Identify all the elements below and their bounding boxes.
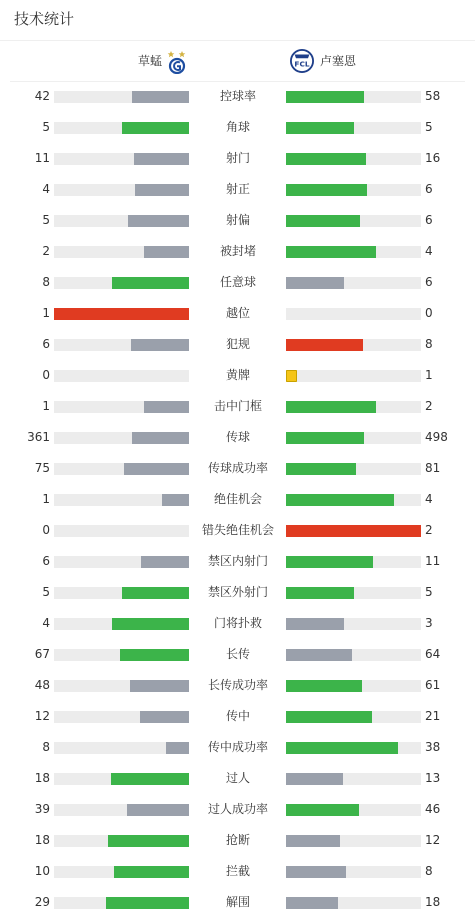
away-stat-bar-fill: [286, 122, 354, 134]
home-team-name: 草蜢: [138, 54, 163, 68]
away-stat-bar-fill: [286, 463, 356, 475]
away-stat-value: 81: [425, 461, 441, 475]
stat-row: [0, 422, 475, 453]
away-stat-value: 8: [425, 337, 433, 351]
stat-row: [0, 391, 475, 422]
home-stat-value: 10: [34, 864, 50, 878]
away-stat-bar-fill: [286, 680, 362, 692]
stat-label: 错失绝佳机会: [201, 523, 274, 537]
stat-label: 绝佳机会: [213, 492, 262, 506]
home-stat-value: 42: [34, 89, 50, 103]
home-stat-bar: [54, 773, 189, 785]
stat-row: [0, 174, 475, 205]
away-stat-value: 2: [425, 399, 433, 413]
away-stat-bar: [286, 556, 421, 568]
away-stat-value: 498: [425, 430, 448, 444]
away-stat-bar: [286, 401, 421, 413]
home-stat-bar-fill: [128, 215, 189, 227]
away-stat-bar-fill: [286, 153, 366, 165]
home-stat-bar: [54, 835, 189, 847]
home-stat-value: 12: [34, 709, 50, 723]
away-stat-value: 64: [425, 647, 441, 661]
away-stat-value: 5: [425, 120, 433, 134]
away-stat-value: 21: [425, 709, 441, 723]
away-stat-value: 18: [425, 895, 441, 909]
home-stat-bar-fill: [131, 339, 189, 351]
home-stat-bar-fill: [54, 308, 189, 320]
home-stat-bar-fill: [132, 432, 189, 444]
away-stat-bar: [286, 246, 421, 258]
home-stat-bar: [54, 680, 189, 692]
home-team-logo-icon: [165, 48, 189, 74]
home-stat-bar-fill: [140, 711, 189, 723]
home-stat-bar-fill: [134, 153, 189, 165]
away-stat-bar: [286, 370, 421, 382]
away-stat-value: 0: [425, 306, 433, 320]
away-stat-bar-fill: [286, 835, 340, 847]
stat-row: [0, 112, 475, 143]
away-team-logo-icon: [290, 48, 314, 74]
stat-label: 射偏: [225, 213, 250, 227]
away-stat-bar: [286, 742, 421, 754]
away-stat-value: 1: [425, 368, 433, 382]
home-stat-value: 0: [42, 368, 50, 382]
stat-row: [0, 825, 475, 856]
away-stat-bar-fill: [286, 91, 364, 103]
home-stat-bar-fill: [106, 897, 189, 909]
stat-label: 传球: [225, 430, 250, 444]
stat-row: [0, 267, 475, 298]
home-stat-value: 11: [34, 151, 50, 165]
home-stat-bar: [54, 277, 189, 289]
stat-row: [0, 763, 475, 794]
home-stat-bar: [54, 556, 189, 568]
stat-row: [0, 81, 475, 112]
home-stat-bar-fill: [108, 835, 189, 847]
away-stat-bar-fill: [286, 525, 421, 537]
stat-row: [0, 577, 475, 608]
stat-label: 禁区外射门: [207, 585, 268, 599]
home-stat-bar-fill: [120, 649, 189, 661]
home-stat-value: 29: [34, 895, 50, 909]
away-stat-bar-fill: [286, 401, 376, 413]
away-stat-value: 38: [425, 740, 441, 754]
away-stat-value: 46: [425, 802, 441, 816]
stat-label: 越位: [225, 306, 250, 320]
away-stat-value: 6: [425, 182, 433, 196]
stat-row: [0, 856, 475, 887]
home-stat-bar: [54, 184, 189, 196]
home-stat-bar: [54, 494, 189, 506]
away-stat-bar-fill: [286, 432, 364, 444]
away-stat-bar: [286, 587, 421, 599]
stat-row: [0, 453, 475, 484]
away-stat-value: 5: [425, 585, 433, 599]
away-stat-bar: [286, 91, 421, 103]
stat-row: [0, 732, 475, 763]
stat-label: 控球率: [219, 89, 256, 103]
home-stat-value: 5: [42, 585, 50, 599]
stat-label: 门将扑救: [213, 616, 262, 630]
home-stat-value: 48: [34, 678, 50, 692]
stat-row: [0, 608, 475, 639]
stat-label: 传中: [225, 709, 250, 723]
stat-label: 过人成功率: [207, 802, 268, 816]
away-stat-bar: [286, 897, 421, 909]
home-stat-value: 5: [42, 213, 50, 227]
home-stat-bar-fill: [144, 246, 189, 258]
home-stat-bar: [54, 525, 189, 537]
home-stat-value: 39: [34, 802, 50, 816]
svg-text:FCL: FCL: [294, 59, 310, 69]
home-stat-bar-fill: [112, 618, 189, 630]
away-stat-bar: [286, 866, 421, 878]
away-stat-bar: [286, 835, 421, 847]
away-stat-value: 13: [425, 771, 441, 785]
stat-row: [0, 484, 475, 515]
home-stat-value: 67: [34, 647, 50, 661]
away-stat-bar: [286, 494, 421, 506]
home-stat-bar-fill: [122, 587, 190, 599]
away-stat-value: 58: [425, 89, 441, 103]
home-stat-value: 2: [42, 244, 50, 258]
home-stat-value: 361: [27, 430, 50, 444]
stat-label: 过人: [225, 771, 250, 785]
home-stat-bar-fill: [114, 866, 189, 878]
home-stat-value: 5: [42, 120, 50, 134]
home-stat-value: 8: [42, 740, 50, 754]
away-stat-bar: [286, 215, 421, 227]
home-stat-bar-fill: [111, 773, 189, 785]
home-stat-bar-fill: [141, 556, 189, 568]
home-stat-bar: [54, 370, 189, 382]
stat-row: [0, 143, 475, 174]
home-stat-bar: [54, 742, 189, 754]
away-stat-value: 61: [425, 678, 441, 692]
away-stat-bar: [286, 711, 421, 723]
stat-label: 黄牌: [225, 368, 250, 382]
home-stat-bar: [54, 711, 189, 723]
home-stat-bar: [54, 153, 189, 165]
page-title: 技术统计: [14, 10, 75, 28]
away-stat-bar-fill: [286, 804, 359, 816]
away-stat-bar-fill: [286, 773, 343, 785]
home-stat-bar-fill: [144, 401, 189, 413]
away-stat-bar: [286, 153, 421, 165]
home-stat-value: 75: [34, 461, 50, 475]
stat-label: 射门: [225, 151, 250, 165]
away-stat-bar: [286, 308, 421, 320]
away-stat-value: 16: [425, 151, 441, 165]
home-stat-value: 1: [42, 306, 50, 320]
home-stat-bar: [54, 91, 189, 103]
away-team-name: 卢塞恩: [320, 54, 357, 68]
stat-row: [0, 236, 475, 267]
away-stat-bar-fill: [286, 277, 344, 289]
home-stat-bar: [54, 432, 189, 444]
away-stat-value: 12: [425, 833, 441, 847]
stat-label: 拦截: [225, 864, 250, 878]
home-stat-value: 6: [42, 554, 50, 568]
stat-row: [0, 670, 475, 701]
away-stat-value: 8: [425, 864, 433, 878]
home-stat-bar: [54, 401, 189, 413]
home-stat-value: 4: [42, 182, 50, 196]
stat-label: 抢断: [225, 833, 250, 847]
home-stat-bar: [54, 463, 189, 475]
away-stat-value: 3: [425, 616, 433, 630]
stat-label: 长传成功率: [207, 678, 268, 692]
away-stat-bar-fill: [286, 556, 373, 568]
away-stat-value: 4: [425, 244, 433, 258]
stat-label: 犯规: [225, 337, 250, 351]
stat-label: 禁区内射门: [207, 554, 268, 568]
stat-label: 击中门框: [213, 399, 262, 413]
away-stat-bar: [286, 463, 421, 475]
away-stat-bar: [286, 525, 421, 537]
away-stat-value: 4: [425, 492, 433, 506]
home-stat-bar: [54, 866, 189, 878]
stat-label: 传中成功率: [207, 740, 268, 754]
home-stat-bar: [54, 804, 189, 816]
away-stat-bar: [286, 618, 421, 630]
stat-row: [0, 360, 475, 391]
home-stat-bar-fill: [127, 804, 189, 816]
home-stat-bar: [54, 649, 189, 661]
home-stat-value: 1: [42, 492, 50, 506]
away-stat-bar-fill: [286, 866, 346, 878]
stats-list: [0, 81, 475, 918]
home-stat-bar-fill: [135, 184, 189, 196]
stat-label: 角球: [225, 120, 250, 134]
away-stat-bar: [286, 277, 421, 289]
away-stat-bar-fill: [286, 711, 372, 723]
stat-label: 射正: [225, 182, 250, 196]
away-stat-bar-fill: [286, 339, 363, 351]
away-stat-bar-fill: [286, 649, 352, 661]
home-stat-bar: [54, 587, 189, 599]
stat-row: [0, 546, 475, 577]
away-stat-bar: [286, 122, 421, 134]
home-stat-value: 18: [34, 771, 50, 785]
stat-row: [0, 794, 475, 825]
stat-row: [0, 515, 475, 546]
stat-row: [0, 701, 475, 732]
home-stat-bar-fill: [162, 494, 189, 506]
stat-label: 传球成功率: [207, 461, 268, 475]
away-stat-bar-fill: [286, 742, 398, 754]
stat-row: [0, 298, 475, 329]
stat-row: [0, 639, 475, 670]
away-stat-value: 6: [425, 275, 433, 289]
away-stat-bar: [286, 339, 421, 351]
stat-row: [0, 887, 475, 918]
stat-label: 长传: [225, 647, 250, 661]
teams-header: [0, 41, 475, 81]
home-stat-bar: [54, 215, 189, 227]
home-stat-bar-fill: [122, 122, 190, 134]
home-stat-value: 6: [42, 337, 50, 351]
home-stat-bar: [54, 246, 189, 258]
stat-label: 任意球: [219, 275, 256, 289]
away-stat-bar-fill: [286, 215, 360, 227]
stat-row: [0, 329, 475, 360]
away-stat-bar: [286, 432, 421, 444]
away-stat-bar-fill: [286, 370, 297, 382]
away-stat-bar-fill: [286, 587, 354, 599]
home-stat-bar: [54, 897, 189, 909]
away-stat-value: 11: [425, 554, 441, 568]
home-stat-bar-fill: [132, 91, 189, 103]
away-stat-bar: [286, 649, 421, 661]
stat-row: [0, 205, 475, 236]
home-stat-bar: [54, 339, 189, 351]
away-stat-bar-fill: [286, 618, 344, 630]
away-stat-bar-fill: [286, 897, 338, 909]
home-stat-bar-fill: [112, 277, 189, 289]
away-stat-bar: [286, 773, 421, 785]
home-stat-value: 4: [42, 616, 50, 630]
home-stat-bar-fill: [166, 742, 189, 754]
stat-label: 解围: [225, 895, 250, 909]
home-stat-value: 1: [42, 399, 50, 413]
home-stat-value: 0: [42, 523, 50, 537]
away-stat-value: 6: [425, 213, 433, 227]
away-stat-bar: [286, 804, 421, 816]
home-stat-value: 18: [34, 833, 50, 847]
away-stat-bar-fill: [286, 184, 367, 196]
home-stat-value: 8: [42, 275, 50, 289]
away-stat-bar-fill: [286, 246, 376, 258]
home-stat-bar: [54, 308, 189, 320]
home-stat-bar: [54, 618, 189, 630]
home-stat-bar: [54, 122, 189, 134]
away-stat-value: 2: [425, 523, 433, 537]
stat-label: 被封堵: [219, 244, 256, 258]
home-stat-bar-fill: [124, 463, 189, 475]
away-stat-bar-fill: [286, 494, 394, 506]
away-stat-bar: [286, 184, 421, 196]
away-stat-bar: [286, 680, 421, 692]
home-stat-bar-fill: [130, 680, 189, 692]
